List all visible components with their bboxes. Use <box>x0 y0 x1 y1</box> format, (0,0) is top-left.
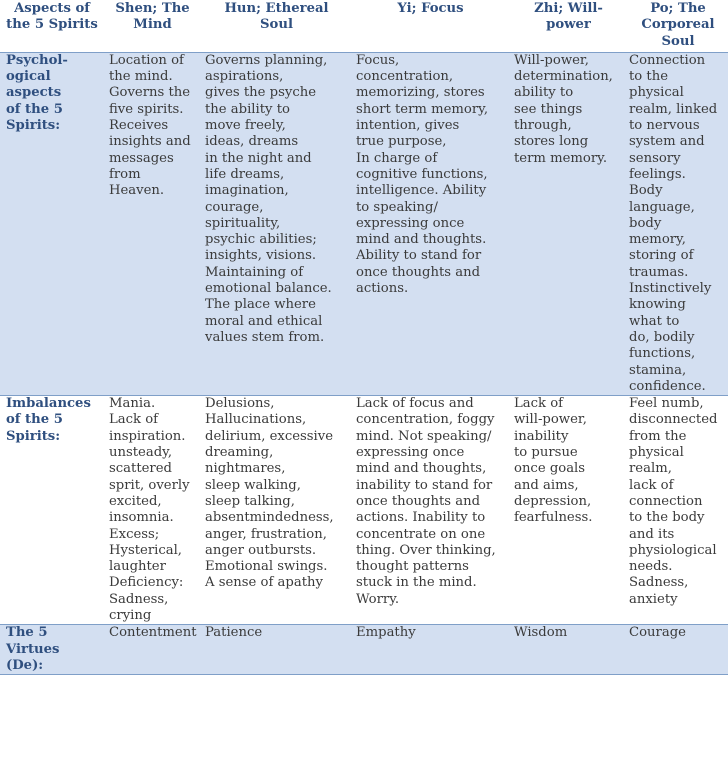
cell-hun-psychological: Governs planning, aspirations, gives the psyche the ability to move freely, ideas, dreams in the night and life dreams, imagination, courage, spirituality, psychic abilities; insights, visions. Maintaining of emotional balance. The place where moral and ethical values stem from. <box>201 52 349 395</box>
cell-zhi-imbalances: Lack of will-power, inability to pursue once goals and aims, depression, fearfulness. <box>509 396 625 625</box>
cell-hun-virtue: Patience <box>201 625 349 675</box>
table-row-imbalances <box>0 396 728 625</box>
header-row <box>0 0 728 52</box>
row-label-virtues: The 5 Virtues (De): <box>0 625 101 675</box>
cell-yi-psychological: Focus, concentration, memorizing, stores short term memory, intention, gives true purpose, In charge of cognitive functions, intelligence. Ability to speaking/ expressing once mind and thoughts. Ability to stand for once thoughts and actions. <box>349 52 509 395</box>
cell-po-psychological: Connection to the physical realm, linked to nervous system and sensory feelings. Body language, body memory, storing of traumas. Instinctively knowing what to do, bodily functions, stamina, confidence. <box>625 52 728 395</box>
cell-shen-virtue: Contentment <box>101 625 201 675</box>
column-header-shen: Shen; The Mind <box>101 0 201 52</box>
column-header-yi: Yi; Focus <box>349 0 509 52</box>
cell-hun-imbalances: Delusions, Hallucinations, delirium, excessive dreaming, nightmares, sleep walking, sleep talking, absentmindedness, anger, frustration, anger outbursts. Emotional swings. A sense of apathy <box>201 396 349 625</box>
column-header-aspects: Aspects of the 5 Spirits <box>0 0 101 52</box>
column-header-hun: Hun; Ethereal Soul <box>201 0 349 52</box>
cell-shen-psychological: Location of the mind. Governs the five spirits. Receives insights and messages from Heaven. <box>101 52 201 395</box>
cell-po-virtue: Courage <box>625 625 728 675</box>
cell-zhi-psychological: Will-power, determination, ability to see things through, stores long term memory. <box>509 52 625 395</box>
cell-shen-imbalances: Mania. Lack of inspiration. unsteady, scattered sprit, overly excited, insomnia. Excess; Hysterical, laughter Deficiency: Sadness, crying <box>101 396 201 625</box>
row-label-imbalances: Imbalances of the 5 Spirits: <box>0 396 101 625</box>
cell-yi-virtue: Empathy <box>349 625 509 675</box>
cell-zhi-virtue: Wisdom <box>509 625 625 675</box>
table-row-virtues <box>0 625 728 675</box>
column-header-zhi: Zhi; Will-power <box>509 0 625 52</box>
cell-yi-imbalances: Lack of focus and concentration, foggy mind. Not speaking/ expressing once mind and thoughts, inability to stand for once thoughts and actions. Inability to concentrate on one thing. Over thinking, thought patterns stuck in the mind. Worry. <box>349 396 509 625</box>
cell-po-imbalances: Feel numb, disconnected from the physical realm, lack of connection to the body and its physiological needs. Sadness, anxiety <box>625 396 728 625</box>
column-header-po: Po; The Corporeal Soul <box>625 0 728 52</box>
table-row-psychological <box>0 52 728 395</box>
row-label-psychological: Psychol- ogical aspects of the 5 Spirits: <box>0 52 101 395</box>
